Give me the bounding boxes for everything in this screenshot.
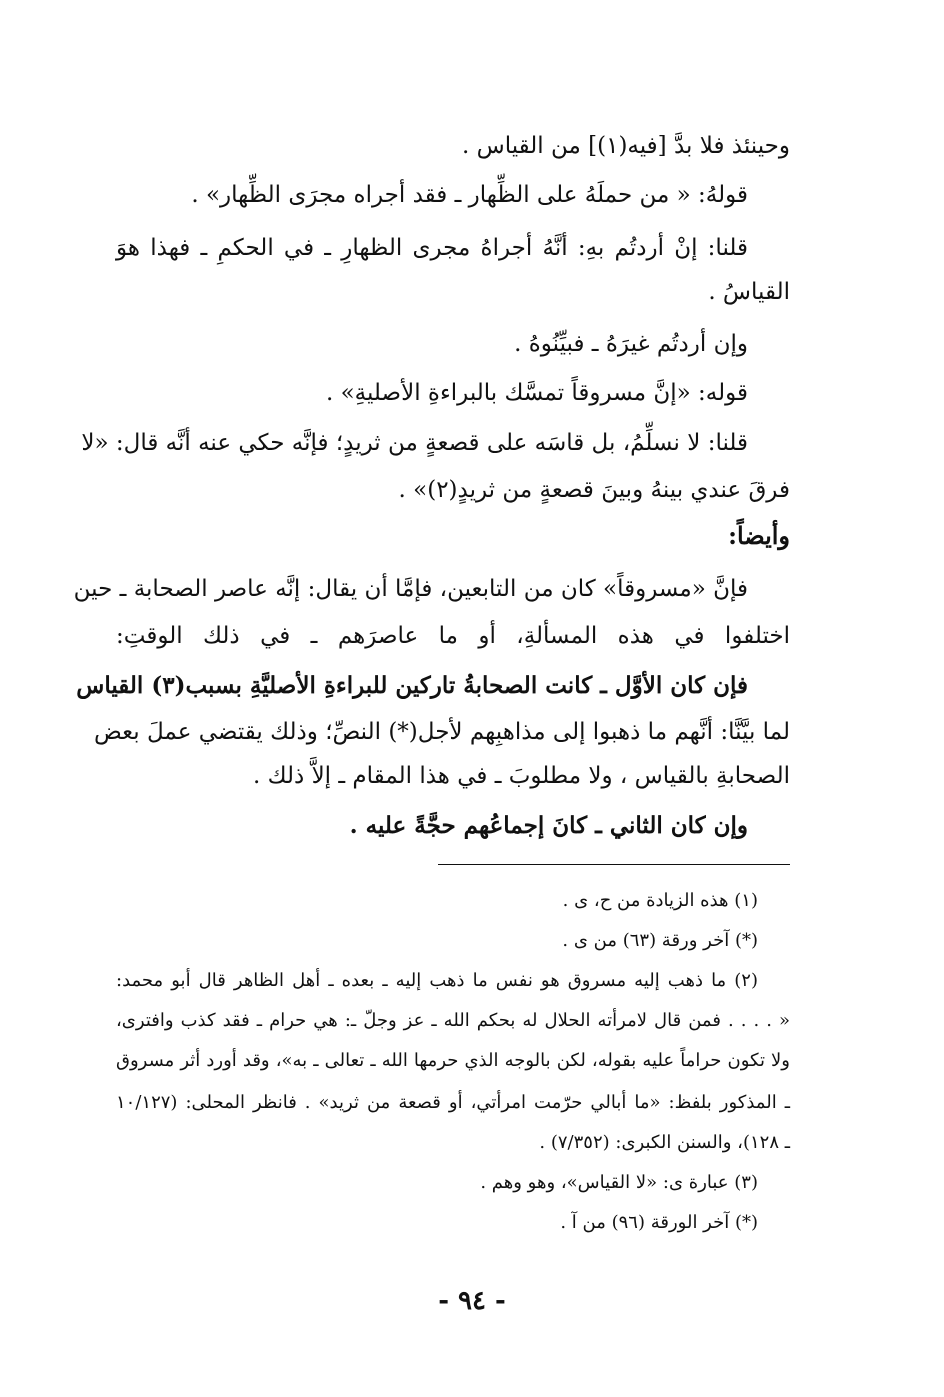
body-line-12: فإن كان الأوَّل ـ كانت الصحابةُ تاركين للبراءةِ الأصليَّةِ بسبب(٣) القياس <box>76 672 748 699</box>
body-line-3: قلنا: إنْ أردتُم بهِ: أنَّهُ أجراهُ مجرى الظهارِ ـ في الحكمِ ـ فهذا هوَ <box>116 235 748 261</box>
body-line-4: القياسُ . <box>708 279 790 305</box>
footnote-star-2: (*) آخر الورقة (٩٦) من آ . <box>560 1212 758 1233</box>
body-line-8: فرقَ عندي بينهُ وبينَ قصعةٍ من ثريدٍ(٢)» . <box>398 477 790 503</box>
footnote-1: (١) هذه الزيادة من ح، ى . <box>562 890 758 911</box>
body-line-1: وحينئذ فلا بدَّ [فيه(١)] من القياس . <box>462 133 790 159</box>
footnote-2-line-4: ـ المذكور بلفظ: «ما أبالي حرّمت امرأتي، أو قصعة من ثريد» . فانظر المحلى: (١٠/١٢٧ <box>116 1092 790 1113</box>
footnote-2-line-2: « . . . . فمن قال لامرأته الحلال له بحكم الله ـ عز وجلّ ـ: هي حرام ـ فقد كذب وافترى، <box>116 1010 790 1031</box>
footnote-2-line-5: ـ ١٢٨)، والسنن الكبرى: (٧/٣٥٢) . <box>539 1132 790 1153</box>
body-line-15: وإن كان الثاني ـ كانَ إجماعُهم حجَّةً عليه . <box>349 812 748 839</box>
body-line-7: قلنا: لا نسلِّمُ، بل قاسَه على قصعةٍ من ثريدٍ؛ فإنَّه حكي عنه أنَّه قال: «لا <box>81 430 748 456</box>
body-line-11: اختلفوا في هذه المسألةِ، أو ما عاصرَهم ـ في ذلك الوقتِ: <box>116 623 790 649</box>
footnote-2-line-1: (٢) ما ذهب إليه مسروق هو نفس ما ذهب إليه ـ بعده ـ أهل الظاهر قال أبو محمد: <box>116 970 758 991</box>
section-heading: وأيضاً: <box>728 521 790 550</box>
body-line-5: وإن أردتُم غيرَهُ ـ فبيِّنُوهُ . <box>514 331 748 357</box>
page-number: - ٩٤ - <box>438 1286 506 1316</box>
footnote-2-line-3: ولا تكون حراماً عليه بقوله، لكن بالوجه الذي حرمها الله ـ تعالى ـ به»، وقد أورد أثر مسروق <box>116 1050 790 1071</box>
body-line-6: قوله: «إنَّ مسروقاً تمسَّك بالبراءةِ الأصليةِ» . <box>325 380 748 406</box>
footnote-separator <box>438 864 790 865</box>
footnote-star-1: (*) آخر ورقة (٦٣) من ى . <box>562 930 758 951</box>
footnote-3: (٣) عبارة ى: «لا القياس»، وهو وهم . <box>480 1172 758 1193</box>
body-line-14: الصحابةِ بالقياس ، ولا مطلوبَ ـ في هذا المقام ـ إلاَّ ذلك . <box>253 763 790 789</box>
body-line-13: لما بيَّنَّا: أنَّهم ما ذهبوا إلى مذاهبِهم لأجل(*) النصِّ؛ وذلك يقتضي عملَ بعض <box>94 719 790 745</box>
body-line-10: فإنَّ «مسروقاً» كان من التابعين، فإمَّا أن يقال: إنَّه عاصر الصحابة ـ حين <box>73 576 748 602</box>
body-line-2: قولهُ: « من حملَهُ على الظِّهار ـ فقد أجراه مجرَى الظِّهار» . <box>191 182 748 208</box>
